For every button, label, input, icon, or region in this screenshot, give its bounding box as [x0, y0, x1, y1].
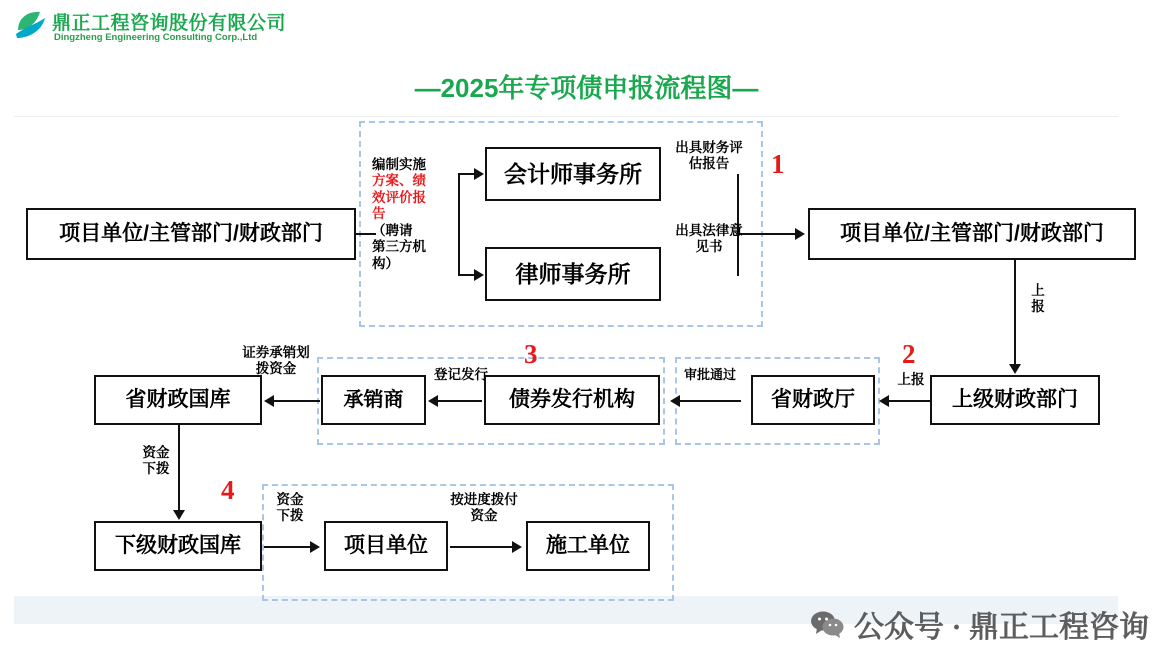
label-report-up-vertical [1024, 283, 1052, 316]
box-law-firm[interactable]: 律师事务所 [485, 247, 661, 301]
label-prepare-plan [372, 157, 450, 272]
label-funds-down-1-line2: 下拨 [142, 461, 170, 477]
step-number-1: 1 [771, 149, 785, 179]
box-construction-unit[interactable]: 施工单位 [526, 521, 650, 571]
step-number-3: 3 [524, 339, 538, 369]
arrowhead-to-bond-issuer [670, 395, 680, 407]
label-issue-legal-opinion [664, 223, 754, 256]
arrowhead-to-construction-unit [512, 541, 522, 553]
box-bond-issuer[interactable]: 债券发行机构 [484, 375, 660, 425]
arrowhead-to-provincial-treasury [264, 395, 274, 407]
arrow-issuer-to-underwriter [438, 400, 482, 402]
label-prepare-plan-line5: （聘请 [372, 222, 413, 238]
box-accounting-firm[interactable]: 会计师事务所 [485, 147, 661, 201]
arrow-branch-to-accounting [458, 173, 474, 175]
arrow-provincial-to-issuer [679, 400, 741, 402]
arrow-underwriter-to-treasury [274, 400, 320, 402]
label-prepare-plan-line3: 效评价报 [372, 189, 426, 205]
label-prepare-plan-line6: 第三方机 [372, 239, 426, 255]
label-disburse-by-progress [434, 492, 534, 525]
label-securities-underwriting [221, 345, 331, 378]
box-applicant[interactable]: 项目单位/主管部门/财政部门 [26, 208, 356, 260]
arrowhead-to-law [474, 269, 484, 281]
label-prepare-plan-line7: 构） [372, 255, 399, 271]
arrowhead-to-superior [1009, 364, 1021, 374]
arrowhead-to-provincial-dept [879, 395, 889, 407]
box-lower-treasury[interactable]: 下级财政国库 [94, 521, 262, 571]
label-financial-prefix: 出具 [675, 140, 703, 155]
arrow-superior-to-provincial [889, 400, 930, 402]
label-approval-passed: 审批通过 [683, 367, 736, 382]
box-underwriter[interactable]: 承销商 [321, 375, 426, 425]
label-legal-prefix: 出具 [675, 223, 703, 238]
label-disburse-line1: 按进度拨付 [450, 492, 518, 507]
label-securities-line2: 拨资金 [255, 361, 297, 377]
arrowhead-to-applicant2 [795, 228, 805, 240]
label-prepare-plan-line2: 方案、绩 [372, 173, 426, 189]
box-provincial-treasury[interactable]: 省财政国库 [94, 375, 262, 425]
label-funds-down-2 [266, 492, 314, 525]
brand-name-cn: 鼎正工程咨询股份有限公司 [52, 13, 287, 34]
label-funds-down-2-line1: 资金 [276, 492, 304, 507]
step-number-2: 2 [902, 339, 916, 369]
box-applicant-2[interactable]: 项目单位/主管部门/财政部门 [808, 208, 1136, 260]
page-title: —2025年专项债申报流程图— [414, 73, 759, 103]
label-securities-line1: 证券承销划 [242, 345, 310, 360]
arrowhead-to-underwriter [428, 395, 438, 407]
box-superior-finance[interactable]: 上级财政部门 [930, 375, 1100, 425]
step-number-4: 4 [221, 475, 235, 505]
label-funds-down-1 [132, 445, 180, 478]
leaf-circle-logo-icon [14, 8, 48, 42]
label-funds-down-2-line2: 下拨 [276, 508, 304, 524]
arrow-project-to-construction [450, 546, 512, 548]
brand-name-en: Dingzheng Engineering Consulting Corp.,Ltd [54, 32, 258, 43]
label-report-up: 上报 [897, 372, 925, 387]
box-project-unit[interactable]: 项目单位 [324, 521, 448, 571]
flowchart-canvas [14, 116, 1118, 624]
arrowhead-to-project-unit [310, 541, 320, 553]
label-issue-financial-report [664, 140, 754, 173]
label-financial-highlight: 财务评 [702, 140, 743, 155]
label-legal-highlight2: 见书 [695, 239, 723, 255]
arrow-branch-to-law [458, 274, 474, 276]
watermark [810, 602, 1149, 646]
arrow-branch-stem [458, 174, 460, 276]
label-financial-highlight2: 估报告 [688, 156, 730, 172]
label-disburse-line2: 资金 [470, 508, 498, 524]
label-register-issue: 登记发行 [434, 367, 488, 382]
label-prepare-plan-line4: 告 [372, 206, 386, 222]
arrowhead-to-accounting [474, 168, 484, 180]
box-provincial-finance-dept[interactable]: 省财政厅 [751, 375, 875, 425]
arrow-lower-to-project [264, 546, 310, 548]
arrowhead-to-lower-treasury [173, 510, 185, 520]
label-prepare-plan-line1: 编制实施 [372, 157, 426, 172]
brand-header [0, 0, 1173, 52]
arrow-applicant2-to-superior [1014, 260, 1016, 364]
label-report-up-line2: 报 [1031, 299, 1045, 315]
label-funds-down-1-line1: 资金 [142, 445, 170, 460]
watermark-text: 公众号 · 鼎正工程咨询 [853, 611, 1149, 644]
label-legal-highlight: 法律意 [702, 223, 743, 238]
label-report-up-line1: 上 [1031, 283, 1045, 298]
wechat-icon [810, 610, 844, 638]
